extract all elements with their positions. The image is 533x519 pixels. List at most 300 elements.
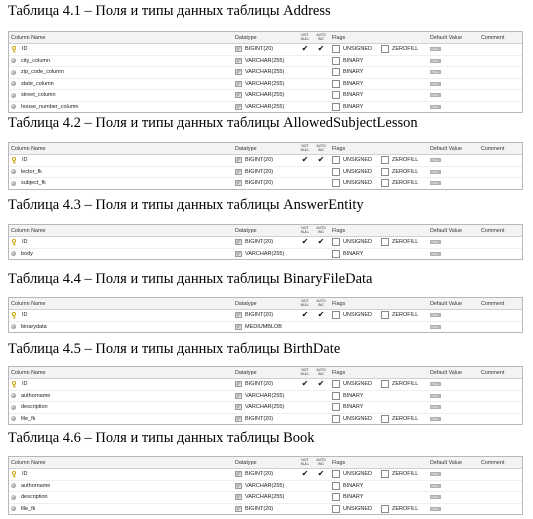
- auto-inc-cell[interactable]: [314, 379, 328, 390]
- comment-cell[interactable]: [481, 178, 521, 189]
- flag-zerofill[interactable]: [381, 156, 418, 164]
- default-value-cell[interactable]: [430, 102, 478, 113]
- header-auto-inc: [314, 32, 328, 43]
- flag-checkbox[interactable]: [381, 179, 389, 187]
- column-icon: [11, 58, 16, 63]
- column-name: lector_fk: [21, 168, 42, 175]
- default-value-cell[interactable]: [430, 167, 478, 178]
- column-name: description: [21, 494, 48, 501]
- null-badge: NULL: [431, 70, 440, 75]
- flag-zerofill[interactable]: [381, 311, 418, 319]
- comment-cell[interactable]: [481, 504, 521, 515]
- column-name: ID: [22, 46, 28, 53]
- flag-checkbox[interactable]: [332, 179, 340, 187]
- comment-cell[interactable]: [481, 481, 521, 492]
- flags-cell: [332, 237, 427, 248]
- column-icon: [11, 393, 16, 398]
- not-null-cell[interactable]: [298, 504, 312, 515]
- column-name: ID: [22, 312, 28, 319]
- column-name-cell[interactable]: [11, 310, 226, 321]
- default-value-cell[interactable]: [430, 414, 478, 425]
- header-auto-inc-line1: AUTO: [316, 298, 326, 303]
- column-name: house_number_column: [21, 103, 79, 110]
- column-name: ID: [22, 381, 28, 388]
- auto-inc-cell[interactable]: [314, 67, 328, 78]
- auto-inc-cell[interactable]: [314, 504, 328, 515]
- not-null-cell[interactable]: [298, 322, 312, 333]
- column-row[interactable]: [9, 102, 522, 113]
- header-auto-inc-line1: AUTO: [316, 225, 326, 230]
- column-name: ID: [22, 157, 28, 164]
- datatype-value: BIGINT(20): [245, 157, 274, 164]
- comment-cell[interactable]: [481, 310, 521, 321]
- datatype-cell[interactable]: [235, 237, 293, 248]
- flag-label: ZEROFILL: [392, 239, 419, 246]
- datatype-cell[interactable]: [235, 249, 293, 260]
- null-badge: NULL: [431, 251, 440, 256]
- flag-checkbox[interactable]: [381, 380, 389, 388]
- not-null-cell[interactable]: [298, 249, 312, 260]
- datatype-value: VARCHAR(255): [245, 69, 285, 76]
- comment-cell[interactable]: [481, 322, 521, 333]
- datatype-cell[interactable]: [235, 90, 293, 101]
- flag-unsigned[interactable]: [332, 168, 372, 176]
- comment-cell[interactable]: [481, 492, 521, 503]
- column-name-cell[interactable]: [11, 102, 226, 113]
- comment-cell[interactable]: [481, 90, 521, 101]
- null-badge: NULL: [431, 472, 440, 477]
- column-name: zip_code_column: [21, 69, 64, 76]
- comment-cell[interactable]: [481, 237, 521, 248]
- flag-binary[interactable]: [332, 91, 363, 99]
- flag-checkbox[interactable]: [381, 311, 389, 319]
- flag-label: BINARY: [343, 69, 364, 76]
- datatype-cell[interactable]: [235, 492, 293, 503]
- flag-unsigned[interactable]: [332, 45, 372, 53]
- header-auto-inc: [314, 143, 328, 154]
- column-row[interactable]: [9, 402, 522, 414]
- comment-cell[interactable]: [481, 402, 521, 413]
- header-default-value: Default Value: [430, 145, 462, 152]
- datatype-cell[interactable]: [235, 167, 293, 178]
- datatype-cell[interactable]: [235, 391, 293, 402]
- datatype-value: VARCHAR(255): [245, 103, 285, 110]
- default-value-cell[interactable]: [430, 492, 478, 503]
- not-null-cell[interactable]: [298, 90, 312, 101]
- auto-inc-cell[interactable]: [314, 79, 328, 90]
- column-name-cell[interactable]: [11, 469, 226, 480]
- comment-cell[interactable]: [481, 391, 521, 402]
- header-comment: Comment: [481, 300, 505, 307]
- flag-checkbox[interactable]: [332, 482, 340, 490]
- flag-label: BINARY: [343, 103, 364, 110]
- not-null-cell[interactable]: [298, 237, 312, 248]
- datatype-cell[interactable]: [235, 79, 293, 90]
- flags-cell: [332, 379, 427, 390]
- header-column-name: Column Name: [11, 145, 46, 152]
- flag-label: UNSIGNED: [343, 471, 373, 478]
- datatype-icon: [235, 381, 242, 387]
- flag-checkbox[interactable]: [332, 103, 340, 111]
- datatype-value: VARCHAR(255): [245, 392, 285, 399]
- column-name: subject_fk: [21, 180, 46, 187]
- auto-inc-cell[interactable]: [314, 249, 328, 260]
- auto-inc-cell[interactable]: [314, 310, 328, 321]
- not-null-cell[interactable]: [298, 391, 312, 402]
- column-name-cell[interactable]: [11, 414, 226, 425]
- comment-cell[interactable]: [481, 167, 521, 178]
- column-name-cell[interactable]: [11, 56, 226, 67]
- flag-checkbox[interactable]: [332, 470, 340, 478]
- flags-cell: [332, 322, 427, 333]
- column-row[interactable]: [9, 492, 522, 504]
- default-value-cell[interactable]: [430, 67, 478, 78]
- flag-binary[interactable]: [332, 482, 363, 490]
- comment-cell[interactable]: [481, 79, 521, 90]
- not-null-cell[interactable]: [298, 481, 312, 492]
- flag-checkbox[interactable]: [332, 311, 340, 319]
- header-not-null-line2: NULL: [300, 371, 310, 376]
- flag-checkbox[interactable]: [332, 392, 340, 400]
- flag-unsigned[interactable]: [332, 238, 372, 246]
- header-not-null-line1: NOT: [301, 32, 309, 37]
- flag-binary[interactable]: [332, 57, 363, 65]
- comment-cell[interactable]: [481, 469, 521, 480]
- grid-header: [9, 143, 522, 155]
- column-name-cell[interactable]: [11, 79, 226, 90]
- comment-cell[interactable]: [481, 155, 521, 166]
- table-caption: Таблица 4.3 – Поля и типы данных таблицы AnswerEntity: [8, 197, 364, 213]
- auto-inc-cell[interactable]: [314, 492, 328, 503]
- default-value-cell[interactable]: [430, 391, 478, 402]
- header-auto-inc-line1: AUTO: [316, 367, 326, 372]
- column-name-cell[interactable]: [11, 402, 226, 413]
- datatype-value: VARCHAR(255): [245, 57, 285, 64]
- default-value-cell[interactable]: [430, 481, 478, 492]
- flag-binary[interactable]: [332, 392, 363, 400]
- default-value-cell[interactable]: [430, 237, 478, 248]
- flag-label: UNSIGNED: [343, 381, 373, 388]
- flag-zerofill[interactable]: [381, 415, 418, 423]
- auto-inc-cell[interactable]: [314, 402, 328, 413]
- auto-inc-cell[interactable]: [314, 237, 328, 248]
- auto-inc-cell[interactable]: [314, 481, 328, 492]
- flag-zerofill[interactable]: [381, 470, 418, 478]
- column-name-cell[interactable]: [11, 492, 226, 503]
- null-badge: NULL: [431, 382, 440, 387]
- not-null-cell[interactable]: [298, 492, 312, 503]
- flag-checkbox[interactable]: [332, 156, 340, 164]
- null-badge: NULL: [431, 104, 440, 109]
- column-row[interactable]: [9, 481, 522, 493]
- flag-checkbox[interactable]: [381, 415, 389, 423]
- flag-binary[interactable]: [332, 493, 363, 501]
- datatype-cell[interactable]: [235, 469, 293, 480]
- column-row[interactable]: [9, 379, 522, 391]
- flag-zerofill[interactable]: [381, 505, 418, 513]
- table-caption: Таблица 4.1 – Поля и типы данных таблицы Address: [8, 3, 331, 19]
- auto-inc-cell[interactable]: [314, 322, 328, 333]
- not-null-cell[interactable]: [298, 79, 312, 90]
- default-value-cell[interactable]: [430, 178, 478, 189]
- datatype-value: BIGINT(20): [245, 505, 274, 512]
- datatype-value: BIGINT(20): [245, 415, 274, 422]
- datatype-icon: [235, 81, 242, 87]
- column-name-cell[interactable]: [11, 90, 226, 101]
- column-row[interactable]: [9, 391, 522, 403]
- column-row[interactable]: [9, 44, 522, 56]
- flag-unsigned[interactable]: [332, 470, 372, 478]
- column-name-cell[interactable]: [11, 178, 226, 189]
- datatype-icon: [235, 471, 242, 477]
- not-null-cell[interactable]: [298, 402, 312, 413]
- column-row[interactable]: [9, 249, 522, 260]
- column-row[interactable]: [9, 56, 522, 68]
- not-null-cell[interactable]: [298, 155, 312, 166]
- flag-checkbox[interactable]: [332, 45, 340, 53]
- not-null-cell[interactable]: [298, 167, 312, 178]
- column-row[interactable]: [9, 237, 522, 249]
- default-value-cell[interactable]: [430, 469, 478, 480]
- default-value-cell[interactable]: [430, 504, 478, 515]
- column-row[interactable]: [9, 178, 522, 189]
- default-value-cell[interactable]: [430, 79, 478, 90]
- comment-cell[interactable]: [481, 379, 521, 390]
- datatype-cell[interactable]: [235, 310, 293, 321]
- column-row[interactable]: [9, 310, 522, 322]
- datatype-cell[interactable]: [235, 102, 293, 113]
- flag-binary[interactable]: [332, 68, 363, 76]
- flag-label: BINARY: [343, 250, 364, 257]
- header-comment: Comment: [481, 34, 505, 41]
- datatype-cell[interactable]: [235, 402, 293, 413]
- column-row[interactable]: [9, 167, 522, 179]
- flag-unsigned[interactable]: [332, 311, 372, 319]
- flag-label: UNSIGNED: [343, 505, 373, 512]
- column-name-cell[interactable]: [11, 391, 226, 402]
- not-null-cell[interactable]: [298, 102, 312, 113]
- not-null-cell[interactable]: [298, 469, 312, 480]
- header-column-name: Column Name: [11, 34, 46, 41]
- header-not-null-line2: NULL: [300, 36, 310, 41]
- not-null-cell[interactable]: [298, 56, 312, 67]
- column-name-cell[interactable]: [11, 322, 226, 333]
- flag-zerofill[interactable]: [381, 168, 418, 176]
- datatype-icon: [235, 251, 242, 257]
- auto-inc-cell[interactable]: [314, 167, 328, 178]
- header-column-name: Column Name: [11, 227, 46, 234]
- flag-unsigned[interactable]: [332, 505, 372, 513]
- datatype-cell[interactable]: [235, 178, 293, 189]
- flag-binary[interactable]: [332, 250, 363, 258]
- datatype-cell[interactable]: [235, 44, 293, 55]
- comment-cell[interactable]: [481, 102, 521, 113]
- flag-label: BINARY: [343, 392, 364, 399]
- datatype-cell[interactable]: [235, 481, 293, 492]
- not-null-cell[interactable]: [298, 178, 312, 189]
- header-auto-inc-line2: INC: [318, 371, 324, 376]
- auto-inc-cell[interactable]: [314, 469, 328, 480]
- column-name-cell[interactable]: [11, 237, 226, 248]
- flag-checkbox[interactable]: [332, 505, 340, 513]
- column-name: state_column: [21, 80, 54, 87]
- header-default-value: Default Value: [430, 34, 462, 41]
- flag-checkbox[interactable]: [381, 168, 389, 176]
- default-value-cell[interactable]: [430, 56, 478, 67]
- datatype-cell[interactable]: [235, 504, 293, 515]
- flag-label: UNSIGNED: [343, 168, 373, 175]
- flag-checkbox[interactable]: [332, 415, 340, 423]
- datatype-value: BIGINT(20): [245, 46, 274, 53]
- grid-header: [9, 32, 522, 44]
- flags-cell: [332, 102, 427, 113]
- flag-checkbox[interactable]: [381, 470, 389, 478]
- datatype-cell[interactable]: [235, 67, 293, 78]
- column-name-cell[interactable]: [11, 481, 226, 492]
- datatype-icon: [235, 494, 242, 500]
- comment-cell[interactable]: [481, 44, 521, 55]
- flag-checkbox[interactable]: [332, 493, 340, 501]
- datatype-cell[interactable]: [235, 414, 293, 425]
- header-not-null-line1: NOT: [301, 457, 309, 462]
- default-value-cell[interactable]: [430, 249, 478, 260]
- null-badge: NULL: [431, 93, 440, 98]
- flag-checkbox[interactable]: [332, 403, 340, 411]
- flag-checkbox[interactable]: [332, 68, 340, 76]
- flag-unsigned[interactable]: [332, 179, 372, 187]
- default-value-cell[interactable]: [430, 90, 478, 101]
- not-null-cell[interactable]: [298, 379, 312, 390]
- null-badge: NULL: [431, 324, 440, 329]
- flags-cell: [332, 414, 427, 425]
- not-null-cell[interactable]: [298, 44, 312, 55]
- column-row[interactable]: [9, 67, 522, 79]
- default-value-cell[interactable]: [430, 322, 478, 333]
- default-value-cell[interactable]: [430, 155, 478, 166]
- auto-inc-cell[interactable]: [314, 56, 328, 67]
- column-row[interactable]: [9, 322, 522, 333]
- header-column-name: Column Name: [11, 369, 46, 376]
- not-null-cell[interactable]: [298, 310, 312, 321]
- column-name-cell[interactable]: [11, 249, 226, 260]
- null-badge: NULL: [431, 483, 440, 488]
- auto-inc-cell[interactable]: [314, 178, 328, 189]
- flag-checkbox[interactable]: [332, 168, 340, 176]
- flag-checkbox[interactable]: [332, 238, 340, 246]
- comment-cell[interactable]: [481, 414, 521, 425]
- flag-unsigned[interactable]: [332, 415, 372, 423]
- flag-checkbox[interactable]: [381, 238, 389, 246]
- column-row[interactable]: [9, 469, 522, 481]
- column-name-cell[interactable]: [11, 504, 226, 515]
- column-name-cell[interactable]: [11, 67, 226, 78]
- comment-cell[interactable]: [481, 56, 521, 67]
- header-not-null: [298, 457, 312, 468]
- column-name-cell[interactable]: [11, 379, 226, 390]
- default-value-cell[interactable]: [430, 379, 478, 390]
- comment-cell[interactable]: [481, 249, 521, 260]
- column-grid: [8, 224, 523, 260]
- column-row[interactable]: [9, 504, 522, 515]
- column-row[interactable]: [9, 90, 522, 102]
- check-icon: ✔: [301, 469, 309, 479]
- column-name-cell[interactable]: [11, 167, 226, 178]
- flags-cell: [332, 391, 427, 402]
- datatype-cell[interactable]: [235, 379, 293, 390]
- column-name-cell[interactable]: [11, 44, 226, 55]
- default-value-cell[interactable]: [430, 310, 478, 321]
- flag-binary[interactable]: [332, 80, 363, 88]
- column-row[interactable]: [9, 79, 522, 91]
- flags-cell: [332, 44, 427, 55]
- datatype-value: VARCHAR(255): [245, 404, 285, 411]
- column-icon: [11, 251, 16, 256]
- flag-checkbox[interactable]: [332, 91, 340, 99]
- flag-zerofill[interactable]: [381, 238, 418, 246]
- flag-checkbox[interactable]: [332, 380, 340, 388]
- auto-inc-cell[interactable]: [314, 44, 328, 55]
- table-caption: Таблица 4.6 – Поля и типы данных таблицы Book: [8, 430, 315, 446]
- flag-label: UNSIGNED: [343, 415, 373, 422]
- auto-inc-cell[interactable]: [314, 90, 328, 101]
- column-row[interactable]: [9, 155, 522, 167]
- auto-inc-cell[interactable]: [314, 155, 328, 166]
- flag-checkbox[interactable]: [332, 250, 340, 258]
- auto-inc-cell[interactable]: [314, 391, 328, 402]
- not-null-cell[interactable]: [298, 67, 312, 78]
- default-value-cell[interactable]: [430, 44, 478, 55]
- primary-key-icon: [11, 239, 17, 246]
- header-auto-inc-line1: AUTO: [316, 32, 326, 37]
- header-auto-inc: [314, 457, 328, 468]
- flag-checkbox[interactable]: [381, 505, 389, 513]
- default-value-cell[interactable]: [430, 402, 478, 413]
- datatype-cell[interactable]: [235, 322, 293, 333]
- datatype-value: BIGINT(20): [245, 239, 274, 246]
- flag-checkbox[interactable]: [381, 156, 389, 164]
- flag-checkbox[interactable]: [381, 45, 389, 53]
- flag-label: ZEROFILL: [392, 415, 419, 422]
- datatype-cell[interactable]: [235, 155, 293, 166]
- not-null-cell[interactable]: [298, 414, 312, 425]
- check-icon: ✔: [317, 379, 325, 389]
- flag-label: UNSIGNED: [343, 180, 373, 187]
- column-icon: [11, 506, 16, 511]
- flag-unsigned[interactable]: [332, 156, 372, 164]
- column-name: binarydata: [21, 323, 47, 330]
- flag-zerofill[interactable]: [381, 380, 418, 388]
- flag-zerofill[interactable]: [381, 45, 418, 53]
- flag-unsigned[interactable]: [332, 380, 372, 388]
- comment-cell[interactable]: [481, 67, 521, 78]
- flag-zerofill[interactable]: [381, 179, 418, 187]
- column-row[interactable]: [9, 414, 522, 425]
- column-name-cell[interactable]: [11, 155, 226, 166]
- header-datatype: Datatype: [235, 34, 257, 41]
- flag-binary[interactable]: [332, 103, 363, 111]
- flag-label: BINARY: [343, 482, 364, 489]
- check-icon: ✔: [301, 155, 309, 165]
- null-badge: NULL: [431, 158, 440, 163]
- auto-inc-cell[interactable]: [314, 102, 328, 113]
- column-icon: [11, 405, 16, 410]
- header-not-null-line1: NOT: [301, 298, 309, 303]
- flag-checkbox[interactable]: [332, 80, 340, 88]
- flag-checkbox[interactable]: [332, 57, 340, 65]
- flag-binary[interactable]: [332, 403, 363, 411]
- auto-inc-cell[interactable]: [314, 414, 328, 425]
- datatype-cell[interactable]: [235, 56, 293, 67]
